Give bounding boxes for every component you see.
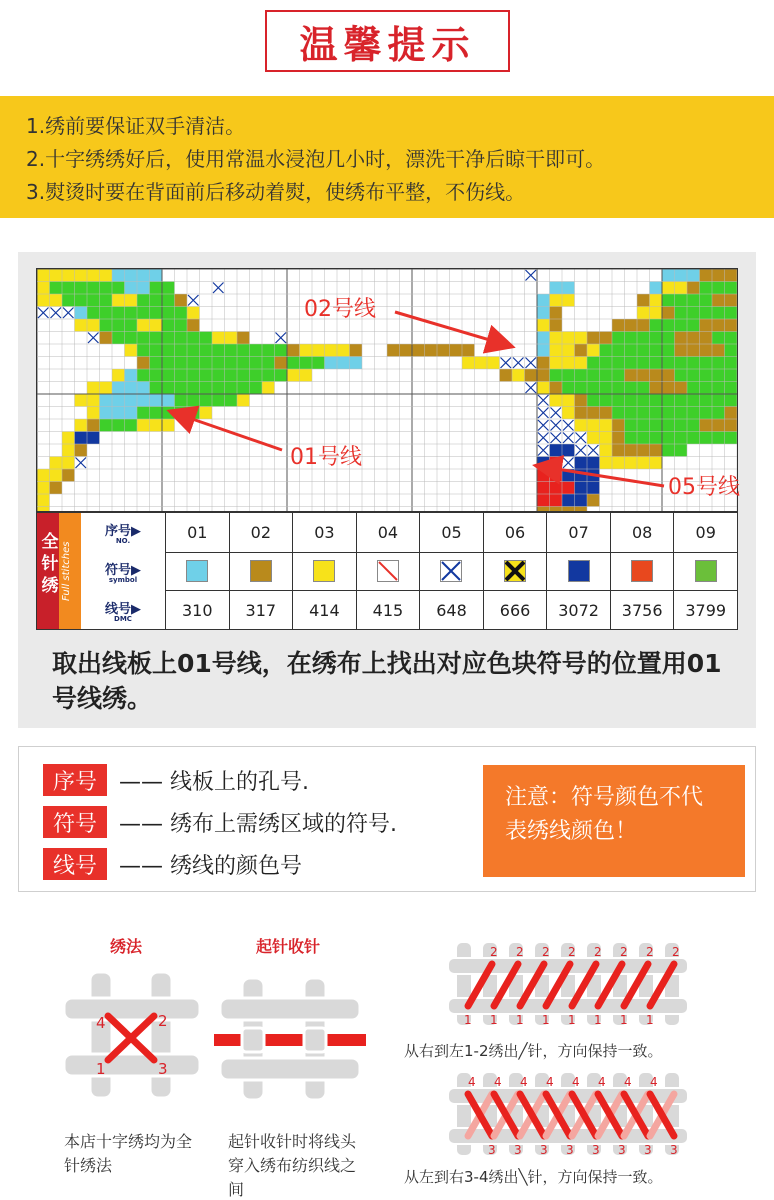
legend-dmc: 317: [229, 590, 293, 629]
legend-dmc: 666: [483, 590, 547, 629]
legend-side-label: [37, 513, 81, 629]
stitch-method-title: 绣法: [110, 937, 143, 956]
stitch-number: 2: [620, 945, 628, 959]
legend-symbol-cell: [356, 552, 420, 591]
legend-number: 09: [673, 513, 737, 552]
stitch-number: 4: [468, 1075, 476, 1089]
stitch-number: 2: [568, 945, 576, 959]
definitions-panel: [18, 746, 756, 892]
label-thread-05: 05号线: [668, 475, 740, 500]
definition-text: —— 绣线的颜色号: [119, 853, 302, 879]
pattern-chart-svg: [37, 269, 738, 512]
stitch-number: 4: [598, 1075, 606, 1089]
definition-badge: 序号: [43, 764, 107, 796]
legend-number: 04: [356, 513, 420, 552]
symbol-swatch: [631, 560, 653, 582]
stitch-number: 4: [546, 1075, 554, 1089]
stitch-number: 3: [644, 1143, 652, 1157]
definition-badge: 线号: [43, 848, 107, 880]
symbol-swatch: [250, 560, 272, 582]
legend-symbol-cell: [483, 552, 547, 591]
left-to-right-diagram: [448, 1070, 688, 1160]
instruction-text: 取出线板上01号线，在绣布上找出对应色块符号的位置用01号线绣。: [52, 649, 722, 713]
legend-number: 08: [610, 513, 674, 552]
tips-banner: [0, 96, 774, 218]
legend-dmc: 3072: [546, 590, 610, 629]
legend-number: 07: [546, 513, 610, 552]
start-end-diagram: [212, 976, 368, 1102]
row-head-no-cn: 序号▶: [105, 523, 141, 539]
stitch-number: 2: [646, 945, 654, 959]
legend-grid: [165, 513, 737, 629]
stitch-number: 1: [646, 1013, 654, 1027]
stitch-number: 2: [542, 945, 550, 959]
tip-3: 3.熨烫时要在背面前后移动着熨，使绣布平整，不伤线。: [26, 180, 526, 204]
tip-2: 2.十字绣绣好后，使用常温水浸泡几小时，漂洗干净后晾干即可。: [26, 147, 606, 171]
legend-symbol-cell: [419, 552, 483, 591]
stitch-number: 4: [520, 1075, 528, 1089]
stitch-number: 3: [540, 1143, 548, 1157]
stitch-number: 1: [568, 1013, 576, 1027]
stitch-number: 3: [488, 1143, 496, 1157]
symbol-swatch: [568, 560, 590, 582]
symbol-swatch: [313, 560, 335, 582]
legend-number: 02: [229, 513, 293, 552]
row-head-no: [81, 513, 165, 551]
right-to-left-diagram: [448, 940, 688, 1030]
right-to-left-caption: 从右到左1-2绣出╱针，方向保持一致。: [404, 1042, 663, 1060]
label-thread-02: 02号线: [304, 297, 376, 322]
row-head-thread-en: DMC: [114, 614, 132, 623]
stitch-number: 4: [494, 1075, 502, 1089]
start-end-title: 起针收针: [256, 937, 321, 956]
legend-number: 06: [483, 513, 547, 552]
row-head-no-en: NO.: [115, 536, 131, 545]
stitch-number: 2: [516, 945, 524, 959]
stitch-number: 1: [620, 1013, 628, 1027]
symbol-swatch: [504, 560, 526, 582]
stitch-number: 3: [158, 1060, 168, 1078]
stitch-number: 2: [158, 1012, 168, 1030]
symbol-swatch: [186, 560, 208, 582]
row-head-symbol-en: symbol: [108, 575, 138, 584]
legend-symbol-cell: [165, 552, 229, 591]
stitch-number: 2: [594, 945, 602, 959]
definition-text: —— 绣布上需绣区域的符号.: [119, 811, 397, 837]
stitch-number: 1: [542, 1013, 550, 1027]
legend-dmc: 414: [292, 590, 356, 629]
legend-symbol-cell: [292, 552, 356, 591]
row-head-symbol-cn: 符号▶: [105, 562, 141, 578]
stitch-number: 3: [670, 1143, 678, 1157]
row-head-thread: [81, 591, 165, 629]
legend-symbol-cell: [229, 552, 293, 591]
definition-row-thread: [43, 847, 302, 881]
notice-box: 注意：符号颜色不代表绣线颜色！: [483, 765, 745, 877]
legend-dmc: 3799: [673, 590, 737, 629]
definition-text: —— 线板上的孔号.: [119, 769, 309, 795]
row-head-thread-cn: 线号▶: [105, 601, 141, 617]
legend-dmc: 648: [419, 590, 483, 629]
symbol-swatch: [377, 560, 399, 582]
tip-1: 1.绣前要保证双手清洁。: [26, 114, 246, 138]
stitch-number: 1: [96, 1060, 106, 1078]
stitch-number: 1: [594, 1013, 602, 1027]
start-end-caption: 起针收针时将线头穿入绣布纺织线之间: [228, 1132, 357, 1199]
pattern-grid: [36, 268, 738, 512]
stitch-number: 2: [672, 945, 680, 959]
legend-symbol-cell: [546, 552, 610, 591]
cross-stitch-diagram: [62, 970, 202, 1100]
stitch-number: 4: [650, 1075, 658, 1089]
side-label-cn: 全针绣: [41, 532, 59, 596]
legend-symbol-cell: [610, 552, 674, 591]
legend-symbol-cell: [673, 552, 737, 591]
stitch-number: 1: [464, 1013, 472, 1027]
thread-legend-table: [36, 512, 738, 630]
definition-row-no: [43, 763, 309, 797]
legend-dmc: 415: [356, 590, 420, 629]
legend-number: 01: [165, 513, 229, 552]
stitch-number: 1: [516, 1013, 524, 1027]
stitch-number: 4: [572, 1075, 580, 1089]
label-thread-01: 01号线: [290, 445, 362, 470]
stitch-number: 4: [96, 1014, 106, 1032]
row-head-symbol: [81, 552, 165, 590]
legend-number: 05: [419, 513, 483, 552]
stitch-number: 3: [592, 1143, 600, 1157]
stitch-number: 3: [514, 1143, 522, 1157]
stitch-number: 3: [618, 1143, 626, 1157]
symbol-swatch: [695, 560, 717, 582]
stitch-method-caption: 本店十字绣均为全针绣法: [64, 1132, 193, 1175]
symbol-swatch: [440, 560, 462, 582]
legend-dmc: 310: [165, 590, 229, 629]
stitch-number: 1: [490, 1013, 498, 1027]
side-label-en: Full stitches: [61, 541, 72, 601]
left-to-right-caption: 从左到右3-4绣出╲针，方向保持一致。: [404, 1168, 663, 1186]
page-title: 温馨提示: [299, 22, 476, 67]
stitch-number: 3: [566, 1143, 574, 1157]
legend-dmc: 3756: [610, 590, 674, 629]
definition-row-symbol: [43, 805, 397, 839]
stitch-number: 2: [490, 945, 498, 959]
title-box: [265, 10, 510, 72]
stitch-number: 4: [624, 1075, 632, 1089]
definition-badge: 符号: [43, 806, 107, 838]
legend-number: 03: [292, 513, 356, 552]
